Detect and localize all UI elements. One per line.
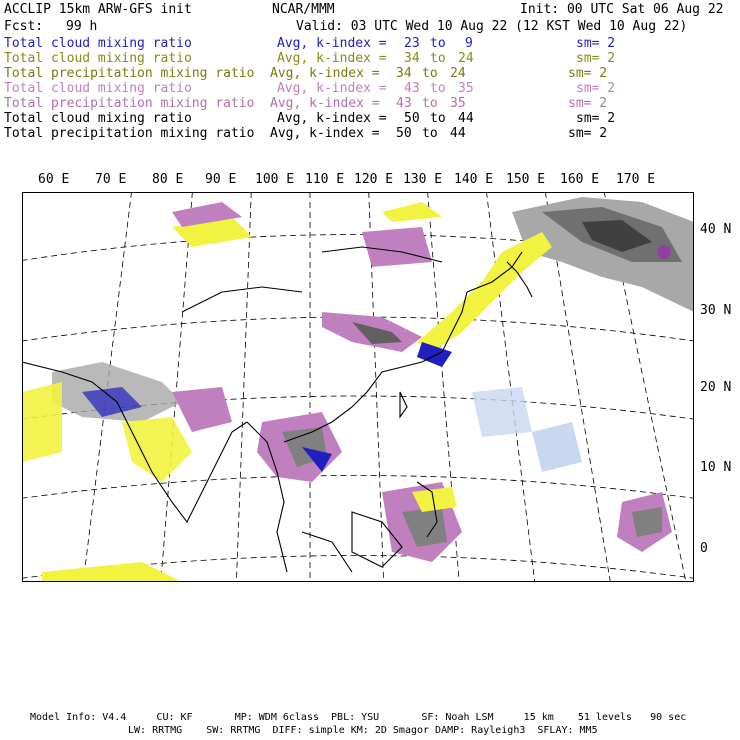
legend-avg-3: Avg, k-index = [270, 66, 380, 81]
legend-from-1: 23 [404, 36, 420, 51]
lon-label-100e: 100 E [255, 172, 295, 187]
legend-to-word-5: to [422, 96, 438, 111]
lon-label-170e: 170 E [616, 172, 656, 187]
legend-from-3: 34 [396, 66, 412, 81]
legend-avg-2: Avg, k-index = [277, 51, 387, 66]
init-time: Init: 00 UTC Sat 06 Aug 22 [520, 2, 724, 17]
legend-field-2: Total cloud mixing ratio [4, 51, 192, 66]
legend-to-word-1: to [430, 36, 446, 51]
lon-label-150e: 150 E [506, 172, 546, 187]
legend-to-2: 24 [458, 51, 474, 66]
legend-field-4: Total cloud mixing ratio [4, 81, 192, 96]
lon-label-80e: 80 E [152, 172, 184, 187]
legend-field-6: Total cloud mixing ratio [4, 111, 192, 126]
legend-field-1: Total cloud mixing ratio [4, 36, 192, 51]
legend-sm-7: sm= 2 [568, 126, 608, 141]
legend-to-6: 44 [458, 111, 474, 126]
legend-field-5: Total precipitation mixing ratio [4, 96, 255, 111]
legend-sm-4: sm= 2 [576, 81, 616, 96]
legend-from-4: 43 [404, 81, 420, 96]
legend-to-word-4: to [430, 81, 446, 96]
lat-label-0: 0 [700, 541, 708, 556]
forecast-map [22, 192, 694, 582]
legend-to-7: 44 [450, 126, 466, 141]
forecast-label: Fcst: [4, 19, 44, 34]
legend-to-5: 35 [450, 96, 466, 111]
legend-sm-5: sm= 2 [568, 96, 608, 111]
legend-avg-7: Avg, k-index = [270, 126, 380, 141]
lon-label-140e: 140 E [454, 172, 494, 187]
legend-avg-1: Avg, k-index = [277, 36, 387, 51]
valid-time: Valid: 03 UTC Wed 10 Aug 22 (12 KST Wed 10 Aug 22) [296, 19, 688, 34]
lon-label-120e: 120 E [354, 172, 394, 187]
lon-label-160e: 160 E [560, 172, 600, 187]
lon-label-90e: 90 E [205, 172, 237, 187]
legend-from-5: 43 [396, 96, 412, 111]
legend-sm-1: sm= 2 [576, 36, 616, 51]
legend-avg-5: Avg, k-index = [270, 96, 380, 111]
legend-to-word-2: to [430, 51, 446, 66]
legend-from-6: 50 [404, 111, 420, 126]
legend-to-word-6: to [430, 111, 446, 126]
map-title: ACCLIP 15km ARW-GFS init [4, 2, 192, 17]
lon-label-60e: 60 E [38, 172, 70, 187]
legend-to-3: 24 [450, 66, 466, 81]
lat-label-30n: 30 N [700, 303, 732, 318]
lon-label-130e: 130 E [403, 172, 443, 187]
organization-label: NCAR/MMM [272, 2, 335, 17]
model-info-line-2: LW: RRTMG SW: RRTMG DIFF: simple KM: 2D Smagor DAMP: Rayleigh3 SFLAY: MM5 [128, 725, 598, 736]
lat-label-40n: 40 N [700, 222, 732, 237]
legend-to-4: 35 [458, 81, 474, 96]
legend-to-word-7: to [422, 126, 438, 141]
legend-field-7: Total precipitation mixing ratio [4, 126, 255, 141]
legend-avg-6: Avg, k-index = [277, 111, 387, 126]
model-info-line-1: Model Info: V4.4 CU: KF MP: WDM 6class PBL: YSU SF: Noah LSM 15 km 51 levels 90 sec [30, 712, 687, 723]
forecast-hour: 99 h [66, 19, 98, 34]
legend-field-3: Total precipitation mixing ratio [4, 66, 255, 81]
legend-from-7: 50 [396, 126, 412, 141]
legend-sm-6: sm= 2 [576, 111, 616, 126]
lon-label-110e: 110 E [305, 172, 345, 187]
legend-sm-3: sm= 2 [568, 66, 608, 81]
legend-from-2: 34 [404, 51, 420, 66]
lat-label-20n: 20 N [700, 380, 732, 395]
lat-label-10n: 10 N [700, 460, 732, 475]
legend-avg-4: Avg, k-index = [277, 81, 387, 96]
legend-sm-2: sm= 2 [576, 51, 616, 66]
lon-label-70e: 70 E [95, 172, 127, 187]
legend-to-1: 9 [465, 36, 473, 51]
legend-to-word-3: to [422, 66, 438, 81]
